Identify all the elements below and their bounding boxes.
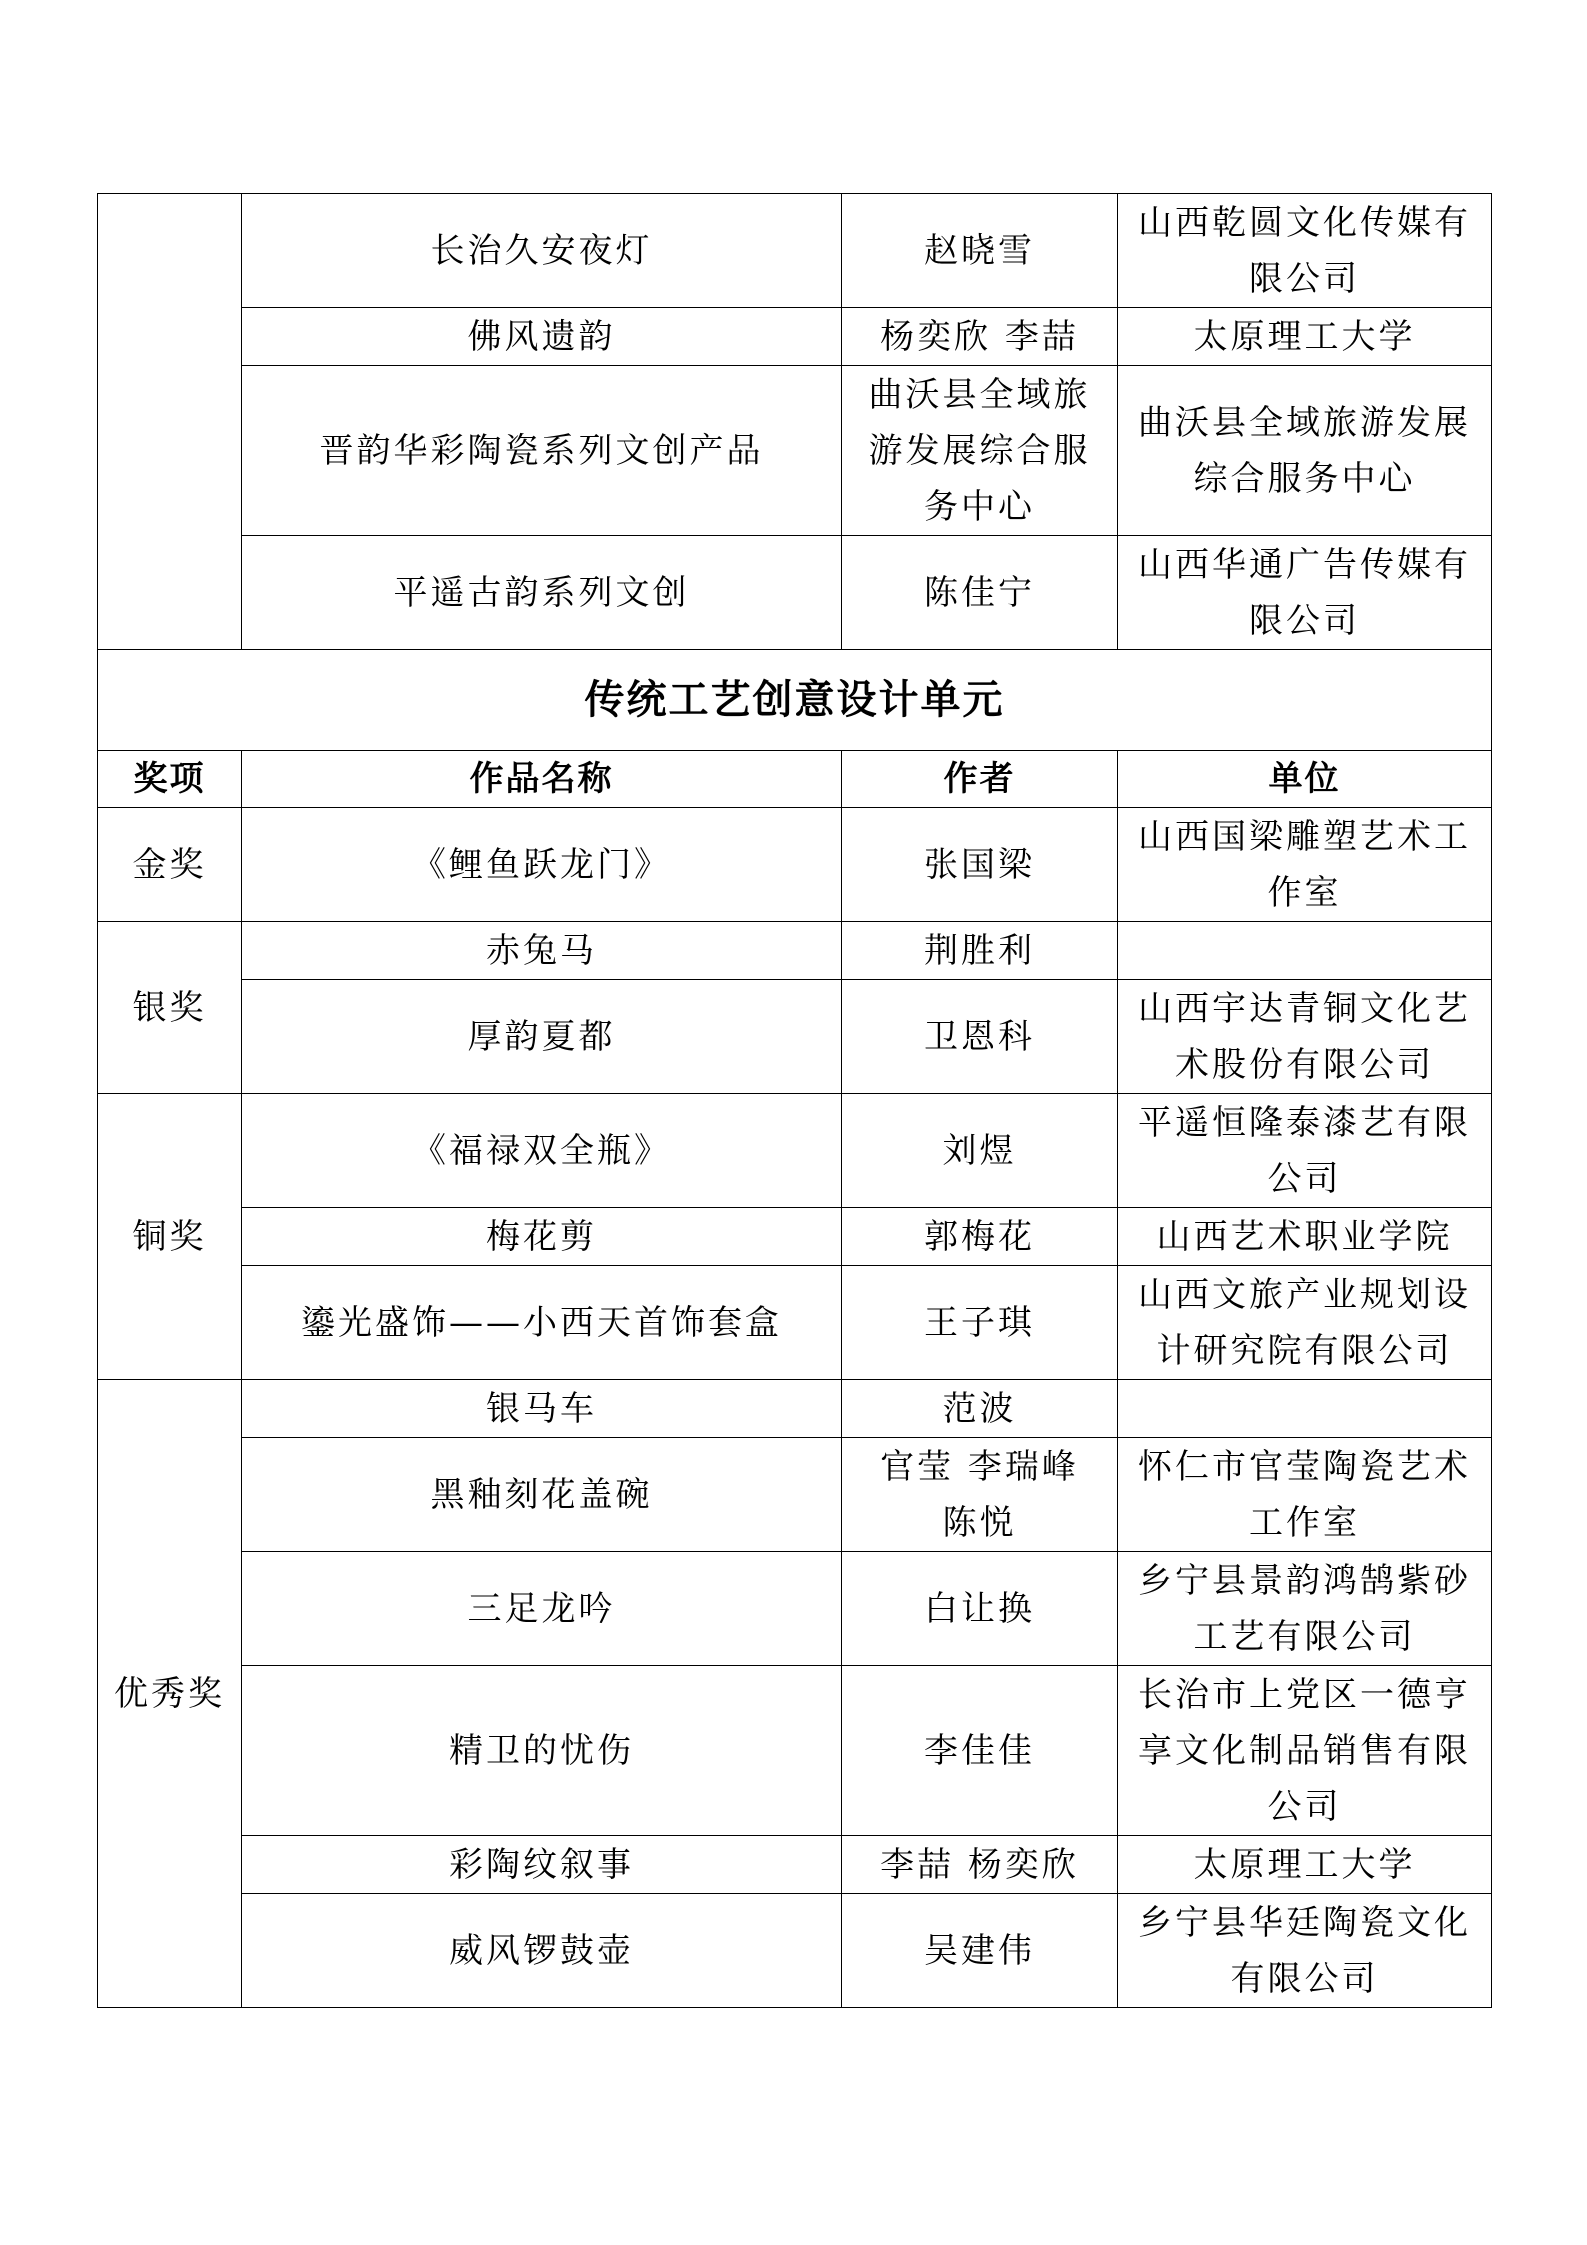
table-row (98, 366, 1492, 536)
author: 官莹 李瑞峰 陈悦 (842, 1438, 1118, 1552)
table-row (98, 1266, 1492, 1380)
table-row (98, 1208, 1492, 1266)
work-name: 长治久安夜灯 (242, 194, 842, 308)
award-bronze: 铜奖 (98, 1094, 242, 1380)
work-name: 佛风遗韵 (242, 308, 842, 366)
unit: 山西乾圆文化传媒有限公司 (1118, 194, 1492, 308)
table-row (98, 1380, 1492, 1438)
table-row (98, 1552, 1492, 1666)
author: 王子琪 (842, 1266, 1118, 1380)
header-work: 作品名称 (242, 751, 842, 808)
unit: 山西文旅产业规划设计研究院有限公司 (1118, 1266, 1492, 1380)
work-name: 厚韵夏都 (242, 980, 842, 1094)
author: 曲沃县全域旅游发展综合服务中心 (842, 366, 1118, 536)
header-unit: 单位 (1118, 751, 1492, 808)
table-row (98, 808, 1492, 922)
work-name: 威风锣鼓壶 (242, 1894, 842, 2008)
author: 卫恩科 (842, 980, 1118, 1094)
work-name: 《鲤鱼跃龙门》 (242, 808, 842, 922)
table-row (98, 194, 1492, 308)
unit: 怀仁市官莹陶瓷艺术工作室 (1118, 1438, 1492, 1552)
unit: 太原理工大学 (1118, 308, 1492, 366)
unit: 乡宁县华廷陶瓷文化有限公司 (1118, 1894, 1492, 2008)
header-row (98, 751, 1492, 808)
table-row (98, 1894, 1492, 2008)
table-row (98, 980, 1492, 1094)
work-name: 黑釉刻花盖碗 (242, 1438, 842, 1552)
unit: 乡宁县景韵鸿鹄紫砂工艺有限公司 (1118, 1552, 1492, 1666)
award-silver: 银奖 (98, 922, 242, 1094)
work-name: 精卫的忧伤 (242, 1666, 842, 1836)
author: 杨奕欣 李喆 (842, 308, 1118, 366)
work-name: 银马车 (242, 1380, 842, 1438)
author: 陈佳宁 (842, 536, 1118, 650)
author: 白让换 (842, 1552, 1118, 1666)
unit: 山西华通广告传媒有限公司 (1118, 536, 1492, 650)
award-cell-continued (98, 194, 242, 650)
table-row (98, 922, 1492, 980)
author: 刘煜 (842, 1094, 1118, 1208)
work-name: 平遥古韵系列文创 (242, 536, 842, 650)
work-name: 梅花剪 (242, 1208, 842, 1266)
header-award: 奖项 (98, 751, 242, 808)
table-row (98, 308, 1492, 366)
author: 李喆 杨奕欣 (842, 1836, 1118, 1894)
author: 范波 (842, 1380, 1118, 1438)
award-gold: 金奖 (98, 808, 242, 922)
unit: 长治市上党区一德亨享文化制品销售有限公司 (1118, 1666, 1492, 1836)
author: 荆胜利 (842, 922, 1118, 980)
section-title: 传统工艺创意设计单元 (98, 650, 1492, 751)
unit: 曲沃县全域旅游发展综合服务中心 (1118, 366, 1492, 536)
unit: 平遥恒隆泰漆艺有限公司 (1118, 1094, 1492, 1208)
table-row (98, 1836, 1492, 1894)
unit (1118, 922, 1492, 980)
work-name: 晋韵华彩陶瓷系列文创产品 (242, 366, 842, 536)
awards-table (97, 193, 1492, 2008)
author: 吴建伟 (842, 1894, 1118, 2008)
author: 郭梅花 (842, 1208, 1118, 1266)
author: 李佳佳 (842, 1666, 1118, 1836)
work-name: 三足龙吟 (242, 1552, 842, 1666)
section-title-row (98, 650, 1492, 751)
unit (1118, 1380, 1492, 1438)
work-name: 鎏光盛饰——小西天首饰套盒 (242, 1266, 842, 1380)
author: 张国梁 (842, 808, 1118, 922)
work-name: 彩陶纹叙事 (242, 1836, 842, 1894)
table-row (98, 536, 1492, 650)
header-author: 作者 (842, 751, 1118, 808)
award-excellent: 优秀奖 (98, 1380, 242, 2008)
unit: 太原理工大学 (1118, 1836, 1492, 1894)
table-row (98, 1438, 1492, 1552)
unit: 山西艺术职业学院 (1118, 1208, 1492, 1266)
table-row (98, 1094, 1492, 1208)
work-name: 赤兔马 (242, 922, 842, 980)
author: 赵晓雪 (842, 194, 1118, 308)
table-row (98, 1666, 1492, 1836)
unit: 山西宇达青铜文化艺术股份有限公司 (1118, 980, 1492, 1094)
work-name: 《福禄双全瓶》 (242, 1094, 842, 1208)
unit: 山西国梁雕塑艺术工作室 (1118, 808, 1492, 922)
